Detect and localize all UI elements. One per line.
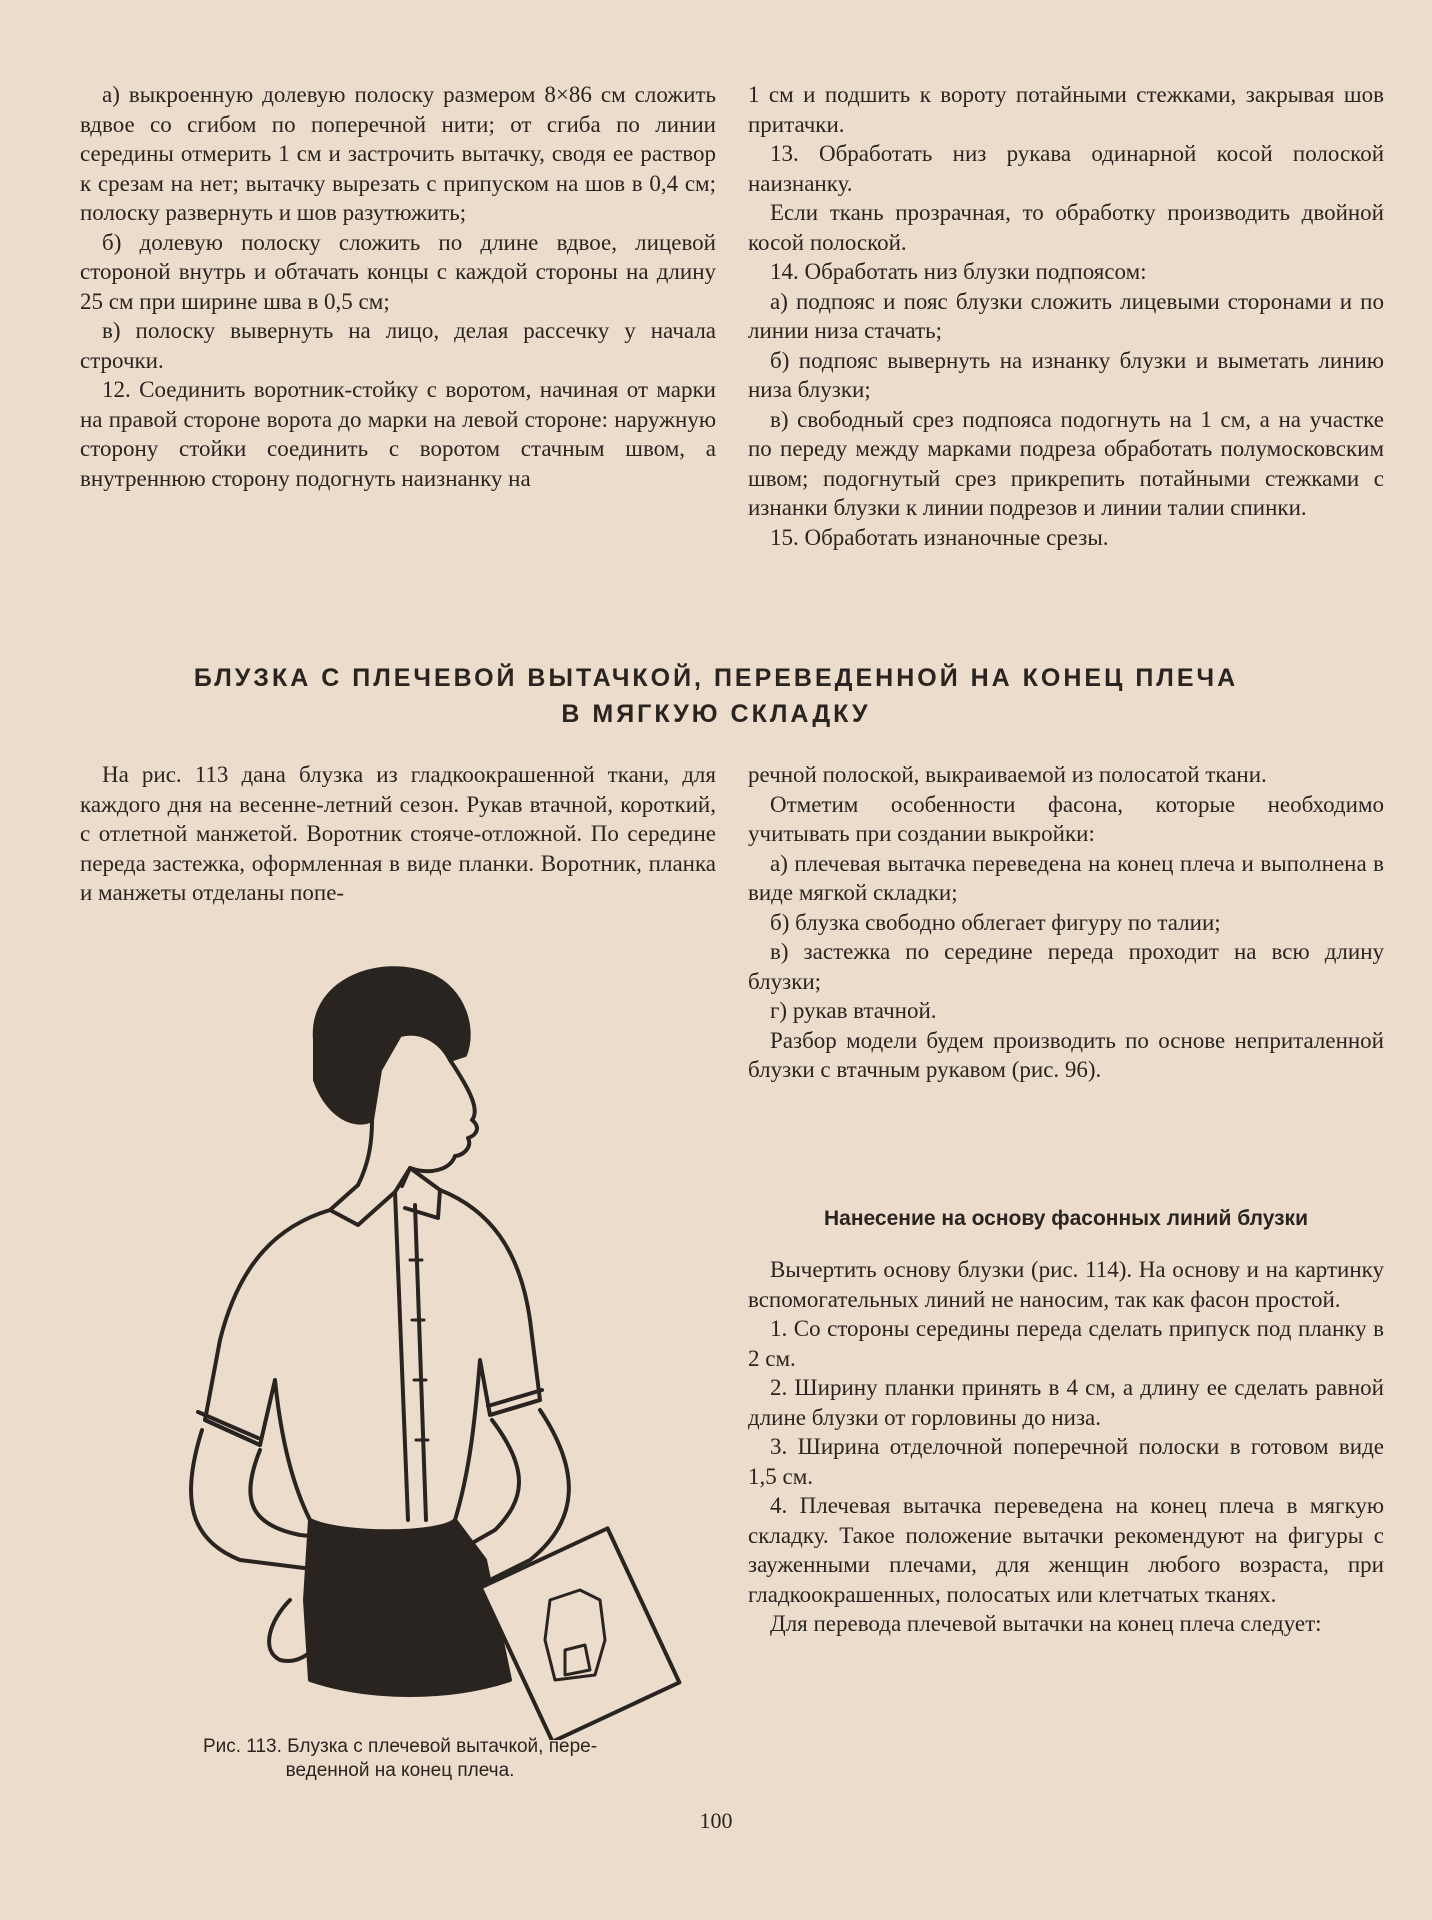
caption-line: веденной на конец плеча.: [285, 1760, 515, 1781]
blouse-illustration: [110, 960, 700, 1740]
text-column-right-mid: [748, 760, 1384, 1085]
section-title-line: В МЯГКУЮ СКЛАДКУ: [561, 700, 871, 728]
caption-line: Рис. 113. Блузка с плечевой вытачкой, пере-: [202, 1736, 598, 1757]
paragraph: б) блузка свободно облегает фигуру по талии;: [770, 909, 1221, 935]
paragraph: Разбор модели будем производить по основе неприталенной блузки с втачным рукавом (рис. 96).: [748, 1027, 1384, 1082]
face: [402, 1060, 477, 1186]
paragraph: а) плечевая вытачка переведена на конец плеча и выполнена в виде мягкой складки;: [748, 850, 1384, 905]
paragraph: Вычертить основу блузки (рис. 114). На основу и на картинку вспомогательных линий не наносим, так как фасон простой.: [748, 1257, 1384, 1312]
section-title-line: БЛУЗКА С ПЛЕЧЕВОЙ ВЫТАЧКОЙ, ПЕРЕВЕДЕННОЙ НА КОНЕЦ ПЛЕЧА: [193, 664, 1239, 692]
paragraph: речной полоской, выкраиваемой из полосатой ткани.: [748, 762, 1267, 787]
paragraph: в) свободный срез подпояса подогнуть на 1 см, а на участке по переду между марками подреза обработать полумосковским швом; подогнутый срез прикрепить потайными стежками с изнанки блузки к линии подрезов и линии талии спинки.: [748, 406, 1384, 520]
subheading: Нанесение на основу фасонных линий блузки: [824, 1207, 1308, 1230]
paragraph: На рис. 113 дана блузка из гладкоокрашенной ткани, для каждого дня на весенне-летний сезон. Рукав втачной, короткий, с отлетной манжетой. Воротник стояче-отложной. По середине переда застежка, оформленная в виде планки. Воротник, планка и манжеты отделаны попе-: [80, 762, 716, 905]
placket: [395, 1192, 426, 1520]
section-title: [100, 660, 1332, 732]
paragraph: а) выкроенную долевую полоску размером 8×86 см сложить вдвое со сгибом по поперечной нити; от сгиба по линии середины отмерить 1 см и застрочить вытачку, сводя ее раствор к срезам на нет; вытачку вырезать с припуском на шов в 0,4 см; полоску развернуть и шов разутюжить;: [80, 82, 716, 225]
skirt: [305, 1520, 510, 1695]
paragraph: в) застежка по середине переда проходит на всю длину блузки;: [748, 939, 1384, 994]
paragraph: Отметим особенности фасона, которые необходимо учитывать при создании выкройки:: [748, 791, 1384, 846]
paragraph: Для перевода плечевой вытачки на конец плеча следует:: [770, 1611, 1322, 1636]
text-column-left-top: [80, 80, 716, 493]
collar: [330, 1168, 440, 1225]
blouse-right: [440, 1190, 540, 1520]
paragraph: 12. Соединить воротник-стойку с воротом, начиная от марки на правой стороне ворота до марки на левой стороне: наружную сторону стойки соединить с воротом стачным швом, а внутреннюю сторону подогнуть наизнанку на: [80, 377, 716, 491]
paragraph: 14. Обработать низ блузки подпоясом:: [770, 259, 1147, 284]
figure-caption: [120, 1735, 680, 1783]
paragraph: 13. Обработать низ рукава одинарной косой полоской наизнанку.: [748, 141, 1384, 196]
page-number: 100: [699, 1808, 733, 1833]
blouse-left: [205, 1210, 330, 1520]
paragraph: 4. Плечевая вытачка переведена на конец плеча в мягкую складку. Такое положение вытачки рекомендуют на фигуры с зауженными плечами, для женщин любого возраста, при гладкоокрашенных, полосатых или клетчатых тканях.: [748, 1493, 1384, 1607]
sleeve-cuff-left: [198, 1412, 260, 1445]
pattern-card: [481, 1528, 680, 1740]
hair: [315, 968, 469, 1122]
paragraph: 15. Обработать изнаночные срезы.: [770, 524, 1109, 550]
paragraph: б) долевую полоску сложить по длине вдвое, лицевой стороной внутрь и обтачать концы с каждой стороны на длину 25 см при ширине шва в 0,5 см;: [80, 229, 716, 314]
text-column-right-bottom: [748, 1255, 1384, 1639]
paragraph: в) полоску вывернуть на лицо, делая рассечку у начала строчки.: [80, 318, 716, 373]
paragraph: 2. Ширину планки принять в 4 см, а длину ее сделать равной длине блузки от горловины до низа.: [748, 1375, 1384, 1430]
paragraph: 1. Со стороны середины переда сделать припуск под планку в 2 см.: [748, 1316, 1384, 1371]
text-column-left-mid: [80, 760, 716, 908]
paragraph: г) рукав втачной.: [770, 998, 937, 1023]
paragraph: а) подпояс и пояс блузки сложить лицевыми сторонами и по линии низа стачать;: [748, 288, 1384, 343]
paragraph: 3. Ширина отделочной поперечной полоски в готовом виде 1,5 см.: [748, 1434, 1384, 1489]
text-column-right-top: [748, 80, 1384, 552]
paragraph: Если ткань прозрачная, то обработку производить двойной косой полоской.: [748, 200, 1384, 255]
neck: [358, 1120, 372, 1185]
paragraph: 1 см и подшить к вороту потайными стежками, закрывая шов притачки.: [748, 82, 1384, 137]
paragraph: б) подпояс вывернуть на изнанку блузки и выметать линию низа блузки;: [748, 347, 1384, 402]
sleeve-cuff-right: [488, 1390, 542, 1415]
